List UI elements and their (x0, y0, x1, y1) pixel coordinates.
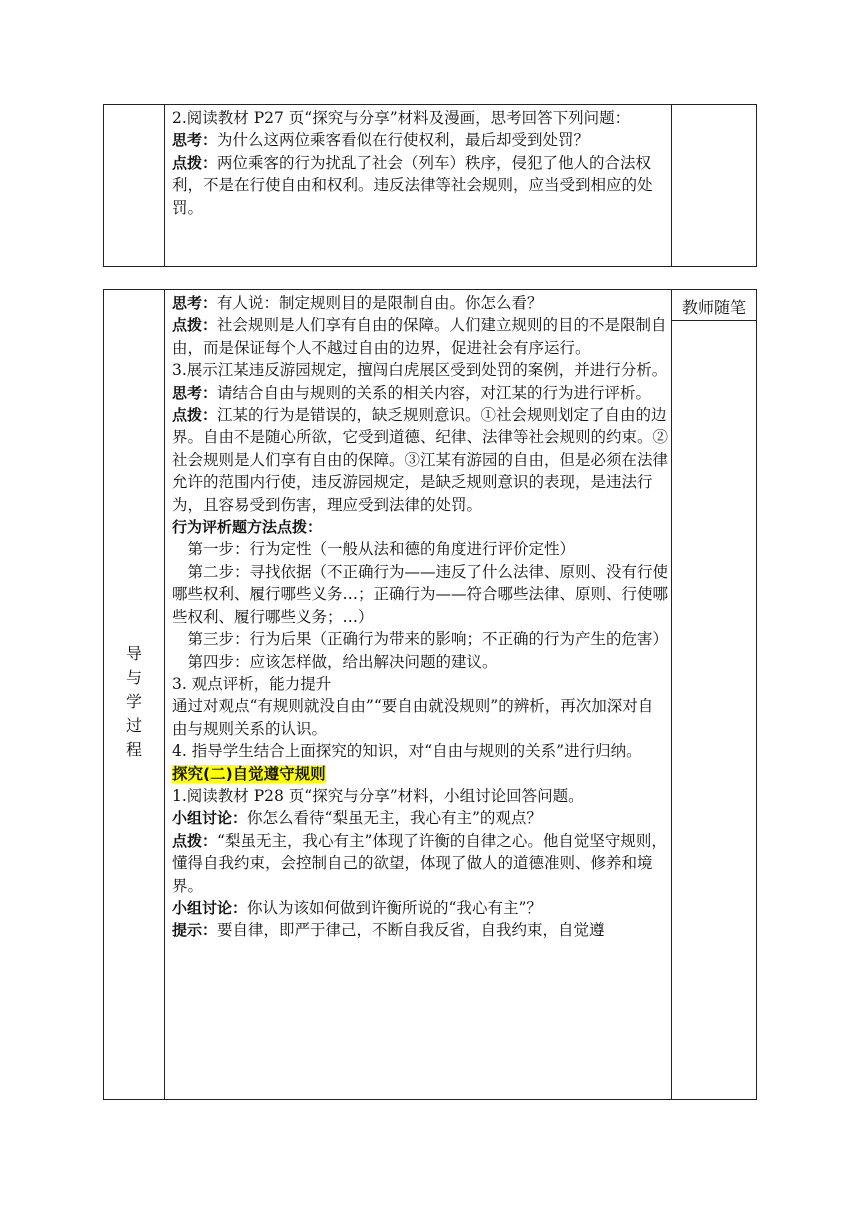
column-divider (671, 290, 672, 1099)
paragraph: 2.阅读教材 P27 页“探究与分享”材料及漫画，思考回答下列问题： (172, 109, 631, 127)
table-2 (103, 289, 757, 1100)
table-2-content (172, 292, 668, 942)
section-heading (172, 763, 668, 785)
step-3: 第三步：行为后果（正确行为带来的影响；不正确的行为产生的危害） (187, 630, 669, 649)
paragraph: 小组讨论：你怎么看待“梨虽无主，我心有主”的观点？ (172, 809, 542, 828)
lead-label: 思考： (172, 131, 218, 150)
step-4: 第四步：应该怎样做，给出解决问题的建议。 (187, 652, 498, 671)
paragraph: 提示：要自律，即严于律己，不断自我反省，自我约束，自觉遵 (172, 921, 605, 940)
paragraph: 3.展示江某违反游园规定，擅闯白虎展区受到处罚的案例，并进行分析。 (172, 361, 668, 380)
paragraph: 点拨：“梨虽无主，我心有主”体现了许衡的自律之心。他自觉坚守规则，懂得自我约束，会控制自己的欲望，体现了做人的道德准则、修养和境界。 (172, 831, 667, 895)
paragraph: 3. 观点评析，能力提升 (172, 674, 332, 693)
paragraph: 思考：请结合自由与规则的关系的相关内容，对江某的行为进行评析。 (172, 383, 652, 402)
table-1-content (172, 107, 668, 219)
paragraph: 点拨：江某的行为是错误的，缺乏规则意识。①社会规则划定了自由的边界。自由不是随心所欲，它受到道德、纪律、法律等社会规则的约束。②社会规则是人们享有自由的保障。③江某有游园的自由，但是必须在法律允许的范围内行使，违反游园规定，是缺乏规则意识的表现，是违法行为，且容易受到伤害，理应受到法律的处罚。 (172, 406, 669, 514)
highlighted-heading: 探究(二)自觉遵守规则 (172, 764, 326, 783)
paragraph: 思考：为什么这两位乘客看似在行使权利，最后却受到处罚？ (172, 131, 590, 150)
table-1 (103, 104, 757, 267)
paragraph: 4. 指导学生结合上面探究的知识，对“自由与规则的关系”进行归纳。 (172, 742, 642, 761)
paragraph: 点拨：两位乘客的行为扰乱了社会（列车）秩序，侵犯了他人的合法权利，不是在行使自由和权利。违反法律等社会规则，应当受到相应的处罚。 (172, 153, 653, 217)
paragraph: 小组讨论：你认为该如何做到许衡所说的“我心有主”？ (172, 898, 542, 917)
column-divider (671, 105, 672, 266)
lead-label: 点拨： (172, 153, 218, 172)
paragraph: 点拨：社会规则是人们享有自由的保障。人们建立规则的目的不是限制自由，而是保证每个人不越过自由的边界，促进社会有序运行。 (172, 316, 667, 357)
step-2: 第二步：寻找依据（不正确行为——违反了什么法律、原则、没有行使哪些权利、履行哪些义务…；正确行为——符合哪些法律、原则、行使哪些权利、履行哪些义务；…） (172, 562, 669, 626)
method-heading: 行为评析题方法点拨： (172, 518, 323, 537)
notes-header: 教师随笔 (681, 298, 746, 317)
paragraph: 思考：有人说：制定规则目的是限制自由。你怎么看？ (172, 294, 543, 312)
column-divider (164, 290, 165, 1099)
notes-header-divider (671, 320, 756, 321)
step-1: 第一步：行为定性（一般从法和德的角度进行评价定性） (187, 540, 576, 559)
paragraph: 1.阅读教材 P28 页“探究与分享”材料，小组讨论回答问题。 (172, 786, 584, 805)
paragraph: 通过对观点“有规则就没自由”“要自由就没规则”的辨析，再次加深对自由与规则关系的认识。 (172, 697, 654, 738)
side-label: 导与学过程 (125, 644, 142, 759)
column-divider (164, 105, 165, 266)
